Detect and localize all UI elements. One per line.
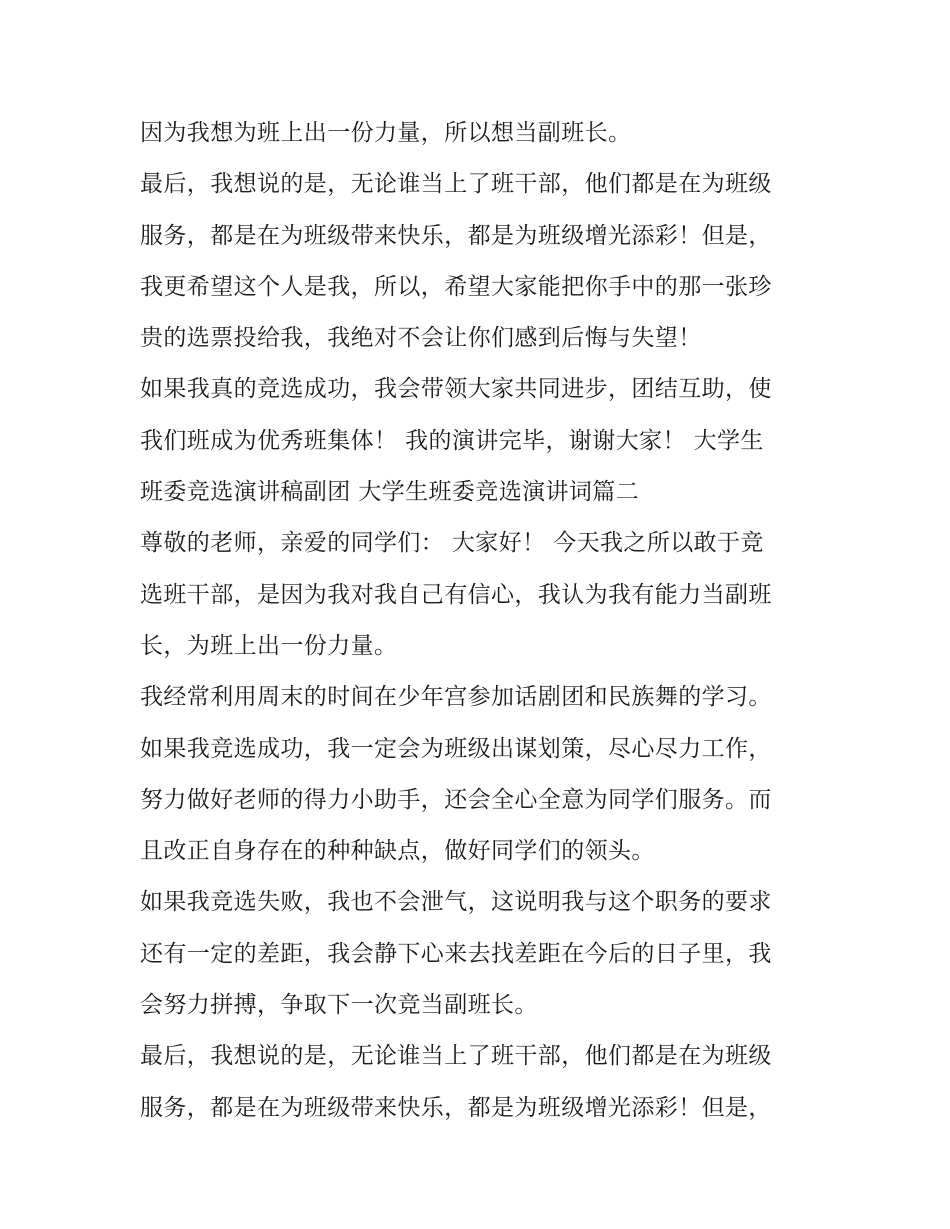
- document-body: [140, 108, 820, 1134]
- text-line: 最后，我想说的是，无论谁当上了班干部，他们都是在为班级: [140, 171, 772, 198]
- text-line: 且改正自身存在的种种缺点，做好同学们的领头。: [140, 838, 655, 865]
- paragraph-2: [140, 159, 820, 364]
- text-line: 如果我竞选失败，我也不会泄气，这说明我与这个职务的要求: [140, 889, 772, 916]
- paragraph-5: [140, 672, 820, 877]
- text-line: 尊敬的老师，亲爱的同学们： 大家好！ 今天我之所以敢于竞: [140, 530, 764, 557]
- text-line: 我经常利用周末的时间在少年宫参加话剧团和民族舞的学习。: [140, 684, 772, 711]
- paragraph-4: [140, 518, 820, 672]
- paragraph-7: [140, 1031, 820, 1134]
- text-line: 因为我想为班上出一份力量，所以想当副班长。: [140, 120, 632, 146]
- text-line: 如果我竞选成功，我一定会为班级出谋划策，尽心尽力工作，: [140, 735, 772, 762]
- text-line: 我们班成为优秀班集体！ 我的演讲完毕，谢谢大家！ 大学生: [140, 427, 764, 454]
- text-line: 贵的选票投给我，我绝对不会让你们感到后悔与失望！: [140, 325, 702, 352]
- text-line: 我更希望这个人是我，所以，希望大家能把你手中的那一张珍: [140, 273, 772, 300]
- text-line: 服务，都是在为班级带来快乐，都是为班级增光添彩！但是，: [140, 222, 772, 249]
- text-line: 努力做好老师的得力小助手，还会全心全意为同学们服务。而: [140, 786, 772, 813]
- text-line: 长，为班上出一份力量。: [140, 632, 398, 659]
- text-line: 最后，我想说的是，无论谁当上了班干部，他们都是在为班级: [140, 1043, 772, 1070]
- paragraph-6: [140, 877, 820, 1031]
- text-line: 选班干部，是因为我对我自己有信心，我认为我有能力当副班: [140, 581, 772, 608]
- text-line: 还有一定的差距，我会静下心来去找差距在今后的日子里，我: [140, 940, 772, 967]
- text-line: 会努力拼搏，争取下一次竞当副班长。: [140, 992, 538, 1019]
- text-line: 如果我真的竞选成功，我会带领大家共同进步，团结互助，使: [140, 376, 772, 403]
- text-line: 班委竞选演讲稿副团 大学生班委竞选演讲词篇二: [140, 479, 640, 506]
- paragraph-3: [140, 364, 820, 518]
- paragraph-1: [140, 108, 820, 159]
- text-line: 服务，都是在为班级带来快乐，都是为班级增光添彩！但是，: [140, 1094, 772, 1121]
